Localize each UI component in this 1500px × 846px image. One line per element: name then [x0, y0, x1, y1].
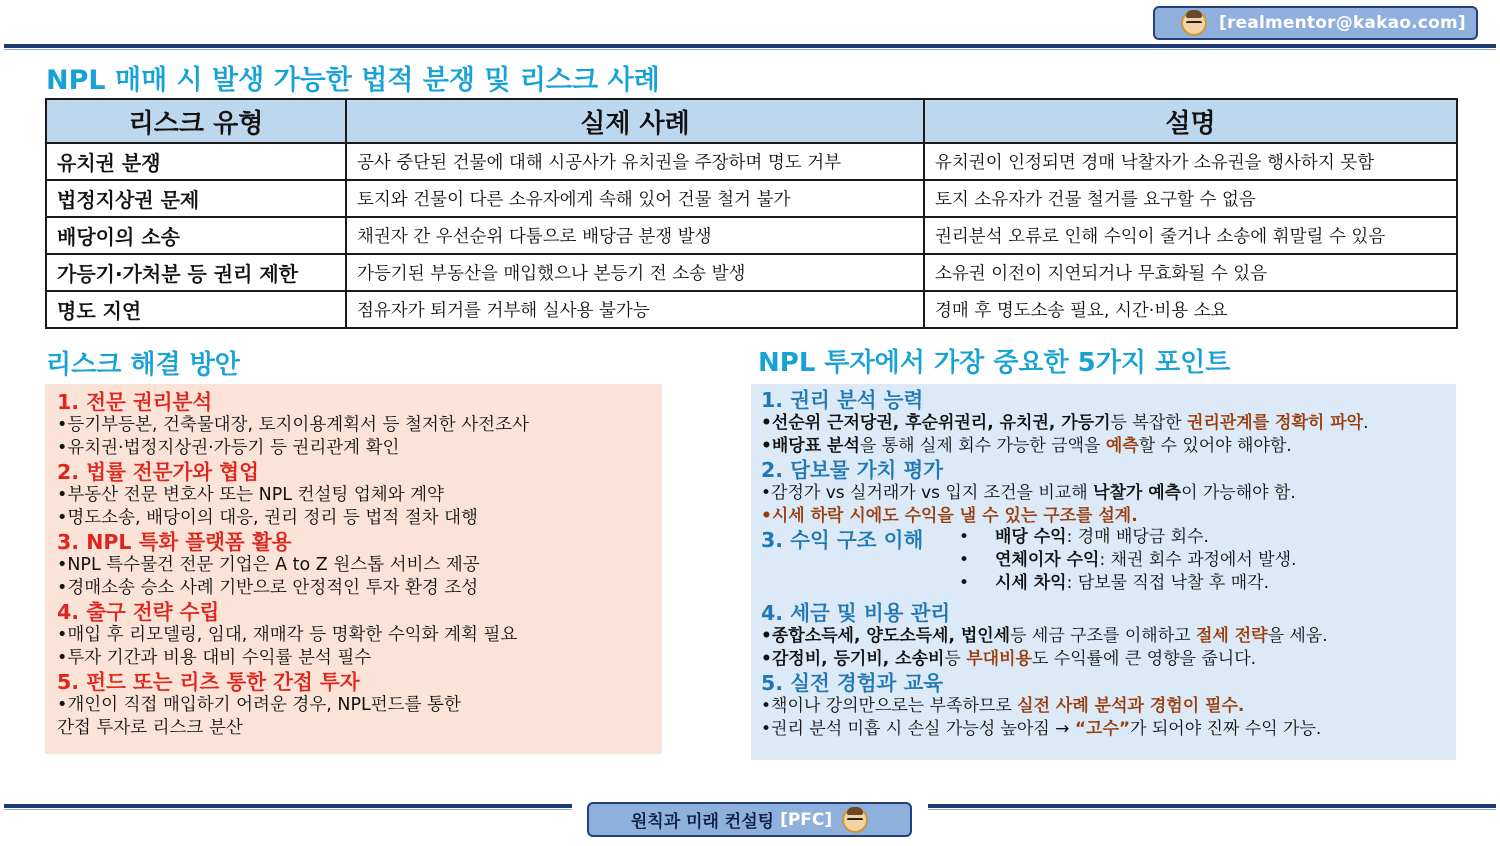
- point-heading: 4. 세금 및 비용 관리: [761, 601, 951, 625]
- email-badge: [1153, 6, 1478, 40]
- description-cell: 토지 소유자가 건물 철거를 요구할 수 없음: [924, 180, 1457, 217]
- solution-line: •NPL 특수물건 전문 기업은 A to Z 원스톱 서비스 제공: [57, 555, 480, 575]
- solution-line: 간접 투자로 리스크 분산: [57, 718, 243, 738]
- solution-line: •매입 후 리모델링, 임대, 재매각 등 명확한 수익화 계획 필요: [57, 625, 518, 645]
- footer-code: [PFC]: [780, 809, 833, 830]
- list-item: • 시세 차익: 담보물 직접 낙찰 후 매각.: [959, 573, 1269, 593]
- solution-line: •투자 기간과 비용 대비 수익률 분석 필수: [57, 648, 372, 668]
- solution-line: •명도소송, 배당이의 대응, 권리 정리 등 법적 절차 대행: [57, 508, 478, 528]
- point-line: •감정가 vs 실거래가 vs 입지 조건을 비교해 낙찰가 예측이 가능해야 함.: [761, 483, 1296, 503]
- bottom-divider-left: [4, 804, 572, 808]
- description-cell: 소유권 이전이 지연되거나 무효화될 수 있음: [924, 254, 1457, 291]
- email-text: [realmentor@kakao.com]: [1219, 13, 1466, 33]
- key-points-box: [751, 384, 1456, 760]
- point-heading: 5. 실전 경험과 교육: [761, 671, 944, 695]
- risk-solutions-box: [45, 384, 662, 754]
- avatar-icon: [842, 807, 868, 833]
- point-line: •책이나 강의만으로는 부족하므로 실전 사례 분석과 경험이 필수.: [761, 696, 1245, 716]
- case-cell: 공사 중단된 건물에 대해 시공사가 유치권을 주장하며 명도 거부: [346, 143, 924, 180]
- risk-type-cell: 법정지상권 문제: [46, 180, 346, 217]
- right-section-title: NPL 투자에서 가장 중요한 5가지 포인트: [758, 348, 1231, 378]
- table-row: [46, 143, 1457, 180]
- case-cell: 가등기된 부동산을 매입했으나 본등기 전 소송 발생: [346, 254, 924, 291]
- list-item: • 배당 수익: 경매 배당금 회수.: [959, 527, 1209, 547]
- header-case: 실제 사례: [346, 99, 924, 143]
- point-line: •시세 하락 시에도 수익을 낼 수 있는 구조를 설계.: [761, 506, 1138, 526]
- list-item: • 연체이자 수익: 채권 회수 과정에서 발생.: [959, 550, 1297, 570]
- solution-line: •개인이 직접 매입하기 어려운 경우, NPL펀드를 통한: [57, 695, 461, 715]
- description-cell: 경매 후 명도소송 필요, 시간·비용 소요: [924, 291, 1457, 328]
- solution-line: •경매소송 승소 사례 기반으로 안정적인 투자 환경 조성: [57, 578, 479, 598]
- footer-company: 원칙과 미래 컨설팅: [630, 812, 775, 832]
- top-divider: [4, 44, 1496, 48]
- solution-heading: 5. 펀드 또는 리츠 통한 간접 투자: [57, 670, 360, 694]
- top-divider-thin: [4, 49, 1496, 50]
- bottom-divider-right-thin: [928, 809, 1496, 810]
- solution-heading: 1. 전문 권리분석: [57, 390, 213, 414]
- table-row: [46, 291, 1457, 328]
- table-row: [46, 217, 1457, 254]
- avatar-icon: [1181, 10, 1207, 36]
- bottom-divider-right: [928, 804, 1496, 808]
- risk-type-cell: 가등기·가처분 등 권리 제한: [46, 254, 346, 291]
- solution-heading: 3. NPL 특화 플랫폼 활용: [57, 530, 292, 554]
- solution-heading: 2. 법률 전문가와 협업: [57, 460, 259, 484]
- point-heading: 2. 담보물 가치 평가: [761, 458, 944, 482]
- description-cell: 유치권이 인정되면 경매 낙찰자가 소유권을 행사하지 못함: [924, 143, 1457, 180]
- left-section-title: 리스크 해결 방안: [46, 350, 240, 380]
- risk-type-cell: 유치권 분쟁: [46, 143, 346, 180]
- point-line: •선순위 근저당권, 후순위권리, 유치권, 가등기등 복잡한 권리관계를 정확히 파악.: [761, 413, 1369, 433]
- case-cell: 점유자가 퇴거를 거부해 실사용 불가능: [346, 291, 924, 328]
- table-row: [46, 180, 1457, 217]
- risk-type-cell: 명도 지연: [46, 291, 346, 328]
- point-line: •권리 분석 미흡 시 손실 가능성 높아짐 → “고수”가 되어야 진짜 수익 가능.: [761, 719, 1322, 739]
- table-row: [46, 254, 1457, 291]
- point-heading: 1. 권리 분석 능력: [761, 388, 924, 412]
- description-cell: 권리분석 오류로 인해 수익이 줄거나 소송에 휘말릴 수 있음: [924, 217, 1457, 254]
- point-3-row: [761, 528, 1446, 595]
- solution-line: •부동산 전문 변호사 또는 NPL 컨설팅 업체와 계약: [57, 485, 444, 505]
- revenue-list: [959, 526, 1296, 595]
- case-cell: 채권자 간 우선순위 다툼으로 배당금 분쟁 발생: [346, 217, 924, 254]
- solution-line: •등기부등본, 건축물대장, 토지이용계획서 등 철저한 사전조사: [57, 415, 529, 435]
- point-heading: 3. 수익 구조 이해: [761, 528, 924, 552]
- risk-table: [45, 98, 1458, 329]
- page-title: NPL 매매 시 발생 가능한 법적 분쟁 및 리스크 사례: [46, 65, 660, 96]
- risk-type-cell: 배당이의 소송: [46, 217, 346, 254]
- point-line: •종합소득세, 양도소득세, 법인세등 세금 구조를 이해하고 절세 전략을 세움.: [761, 626, 1328, 646]
- case-cell: 토지와 건물이 다른 소유자에게 속해 있어 건물 철거 불가: [346, 180, 924, 217]
- header-risk-type: 리스크 유형: [46, 99, 346, 143]
- table-header-row: [46, 99, 1457, 143]
- point-line: •배당표 분석을 통해 실제 회수 가능한 금액을 예측할 수 있어야 해야함.: [761, 436, 1292, 456]
- point-line: •감정비, 등기비, 소송비등 부대비용도 수익률에 큰 영향을 줍니다.: [761, 649, 1257, 669]
- solution-heading: 4. 출구 전략 수립: [57, 600, 220, 624]
- solution-line: •유치권·법정지상권·가등기 등 권리관계 확인: [57, 438, 400, 458]
- header-description: 설명: [924, 99, 1457, 143]
- bottom-divider-left-thin: [4, 809, 572, 810]
- footer-badge: [587, 802, 912, 837]
